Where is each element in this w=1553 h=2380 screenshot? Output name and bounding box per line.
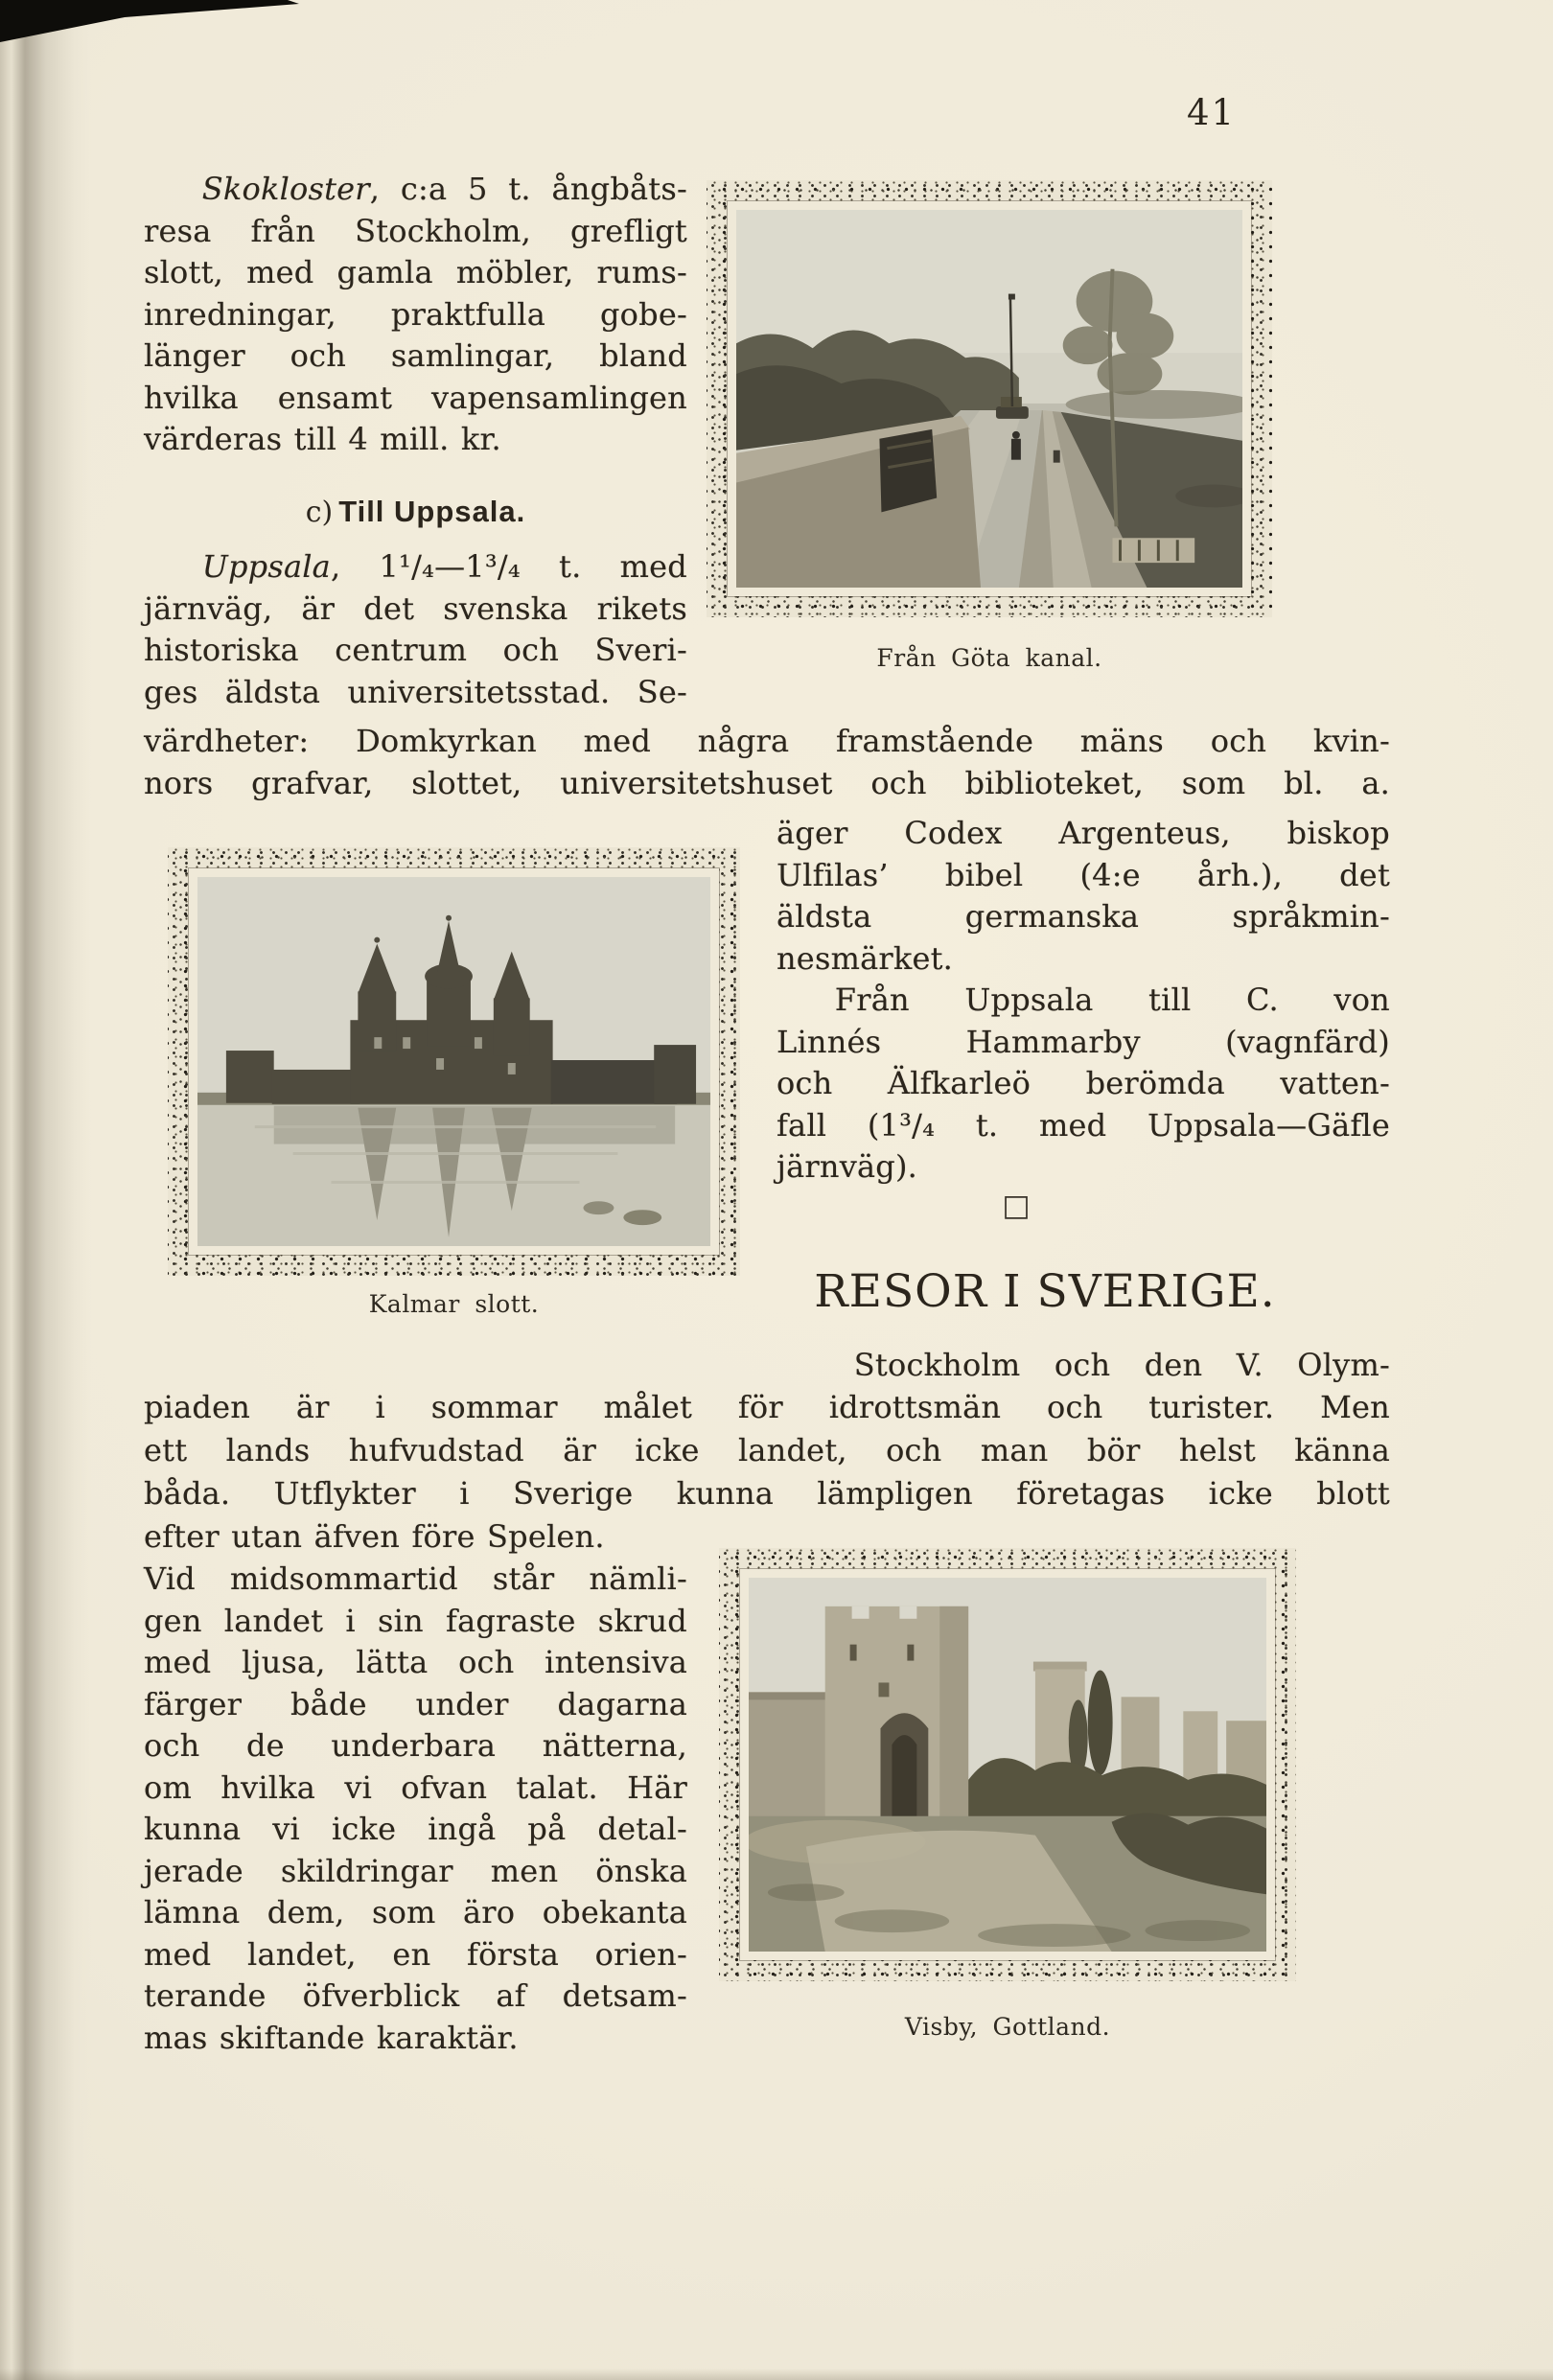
text-line: terande öfverblick af detsam- bbox=[144, 1977, 687, 2014]
text-line: fall (1³/₄ t. med Uppsala—Gäfle bbox=[776, 1106, 1390, 1144]
text-line: gen landet i sin fagraste skrud bbox=[144, 1602, 687, 1639]
text-line: värdheter: Domkyrkan med några framstående mäns och kvin- bbox=[144, 723, 1390, 759]
section-divider-square: □ bbox=[1002, 1189, 1031, 1223]
text-line: ges äldsta universitetsstad. Se- bbox=[144, 673, 687, 710]
photo-gota-kanal bbox=[707, 180, 1272, 617]
text-line: Stockholm och den V. Olym- bbox=[853, 1347, 1390, 1383]
text-line: kunna vi icke ingå på detal- bbox=[144, 1811, 687, 1847]
text-line: inredningar, praktfulla gobe- bbox=[144, 295, 687, 333]
text-line: om hvilka vi ofvan talat. Här bbox=[144, 1768, 687, 1806]
paragraph-resor-leftcolumn bbox=[144, 1559, 687, 2059]
text-line: mas skiftande karaktär. bbox=[144, 2019, 519, 2056]
gota-kanal-photo-illustration bbox=[728, 201, 1251, 596]
text-line: järnväg). bbox=[776, 1148, 918, 1185]
text-line: äldsta germanska språkmin- bbox=[776, 898, 1390, 935]
text-line: Ulfilas’ bibel (4:e årh.), det bbox=[776, 856, 1390, 893]
text-line: ett lands hufvudstad är icke landet, och man bör helst känna bbox=[144, 1432, 1390, 1468]
page-bottom-shadow bbox=[0, 2368, 1553, 2380]
photo-caption-gota-kanal: Från Göta kanal. bbox=[876, 644, 1102, 672]
photo-caption-kalmar-slott: Kalmar slott. bbox=[368, 1290, 540, 1318]
text-line: lämna dem, som äro obekanta bbox=[144, 1894, 687, 1930]
paragraph-resor-fullwidth bbox=[144, 1386, 1390, 1559]
text-line: Skokloster, c:a 5 t. ångbåts- bbox=[201, 171, 687, 207]
paragraph-skokloster bbox=[144, 169, 687, 461]
text-line: järnväg, är det svenska rikets bbox=[144, 589, 687, 627]
photo-visby bbox=[719, 1548, 1296, 1981]
text-line: piaden är i sommar målet för idrottsmän och turister. Men bbox=[144, 1389, 1390, 1425]
photo-kalmar-slott bbox=[168, 847, 740, 1276]
text-line: slott, med gamla möbler, rums- bbox=[144, 254, 687, 290]
text-line: och Älfkarleö berömda vatten- bbox=[776, 1065, 1390, 1101]
visby-photo-illustration bbox=[740, 1569, 1275, 1960]
photo-caption-visby: Visby, Gottland. bbox=[904, 2013, 1111, 2041]
paragraph-uppsala-fullwidth bbox=[144, 721, 1390, 804]
text-line: färger både under dagarna bbox=[144, 1685, 687, 1722]
text-line: resa från Stockholm, grefligt bbox=[144, 212, 687, 249]
text-line: värderas till 4 mill. kr. bbox=[144, 421, 501, 457]
subsection-heading-till-uppsala bbox=[144, 495, 687, 529]
text-line: nors grafvar, slottet, universitetshuset och biblioteket, som bl. a. bbox=[144, 764, 1390, 801]
text-line: båda. Utflykter i Sverige kunna lämpligen företagas icke blott bbox=[144, 1475, 1390, 1512]
text-line: Linnés Hammarby (vagnfärd) bbox=[776, 1023, 1390, 1060]
text-line: med ljusa, lätta och intensiva bbox=[144, 1644, 687, 1680]
article-heading-resor-i-sverige: RESOR I SVERIGE. bbox=[814, 1265, 1276, 1318]
text-line: historiska centrum och Sveri- bbox=[144, 632, 687, 668]
subsection-letter: c) bbox=[305, 496, 334, 529]
text-line: nesmärket. bbox=[776, 939, 954, 977]
paragraph-uppsala bbox=[144, 546, 687, 713]
text-line: efter utan äfven före Spelen. bbox=[144, 1518, 605, 1555]
paragraph-resor-firstline bbox=[796, 1344, 1390, 1387]
page-number: 41 bbox=[1187, 92, 1237, 133]
text-line: äger Codex Argenteus, biskop bbox=[776, 815, 1390, 851]
text-line: och de underbara nätterna, bbox=[144, 1727, 687, 1764]
paragraph-uppsala-rightcolumn bbox=[776, 813, 1390, 1189]
subsection-title: Till Uppsala. bbox=[338, 495, 526, 528]
text-line: Vid midsommartid står nämli- bbox=[144, 1560, 687, 1597]
page-gutter-shadow bbox=[0, 0, 91, 2380]
text-line: Från Uppsala till C. von bbox=[834, 982, 1390, 1018]
text-line: hvilka ensamt vapensamlingen bbox=[144, 379, 687, 416]
kalmar-slott-photo-illustration bbox=[189, 868, 719, 1255]
text-line: länger och samlingar, bland bbox=[144, 337, 687, 374]
text-line: Uppsala, 1¹/₄—1³/₄ t. med bbox=[201, 548, 687, 585]
text-line: jerade skildringar men önska bbox=[144, 1852, 687, 1889]
text-line: med landet, en första orien- bbox=[144, 1935, 687, 1973]
